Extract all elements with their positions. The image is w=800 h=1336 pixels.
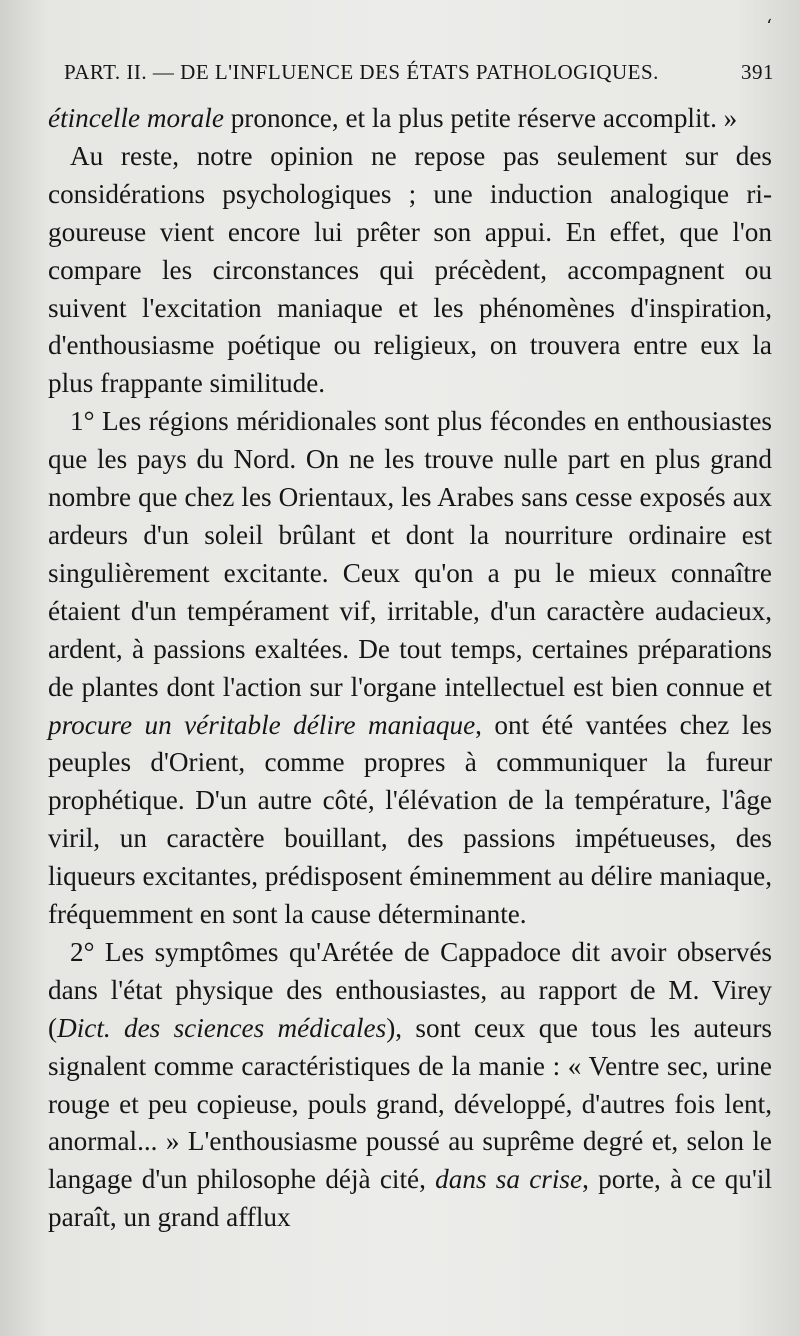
text-run: Au reste, notre opinion ne repose pas seulement sur des considérations psychologiques ; une induction analogique rigoureuse vient encore lui prêter son appui. En effet, que l'on compare les circonstances qui précèdent, accompagnent ou suivent l'excitation maniaque et les phénomènes d'inspiration, d'enthousiasme poétique ou religieux, on trouvera entre eux la plus frappante similitude. [48,140,772,399]
corner-mark: ʻ [766,16,772,37]
text-run: , porte, à ce qu'il paraît, un grand afflux [48,1164,772,1233]
text-run: étincelle morale [48,103,224,133]
text-run: dans sa crise [435,1164,583,1195]
text-run: 1° Les régions méridionales sont plus fécondes en enthousiastes que les pays du Nord. On ne les trouve nulle part en plus grand nombre que chez les Orientaux, les Arabes sans cesse exposés aux ardeurs d'un soleil brûlant et dont la nourriture ordinaire est singulièrement excitante. Ceux qu'on a pu le mieux connaître étaient d'un tempérament vif, irritable, d'un caractère audacieux, ardent, à passions exaltées. De tout temps, certaines préparations de plantes dont l'action sur l'organe intellectuel est bien connue et [48,406,772,702]
paragraph [48,138,772,403]
paragraph [48,100,772,138]
running-title: PART. II. — DE L'INFLUENCE DES ÉTATS PATHOLOGIQUES. [64,60,659,84]
text-run: prononce, et la plus petite réserve accomplit. » [223,103,738,133]
paragraph [48,934,772,1237]
body-text [48,100,772,1237]
text-run: Dict. des sciences médicales [57,1012,387,1043]
paragraph [48,403,772,934]
text-run: , ont été vantées chez les peuples d'Orient, comme propres à communiquer la fureur prophétique. D'un autre côté, l'élévation de la température, l'âge viril, un caractère bouillant, des passions impétueuses, des liqueurs excitantes, prédisposent éminemment au délire maniaque, fréquemment en sont la cause déterminante. [48,709,772,930]
running-header [64,60,774,85]
text-run: 2° Les symptômes qu'Arétée de Cappadoce dit avoir observés dans l'état physique des enthousiastes, au rapport de M. Virey ( [48,936,772,1043]
page-number: 391 [741,60,774,84]
text-run: procure un véritable délire maniaque [48,709,476,740]
text-run: ), sont ceux que tous les auteurs signalent comme caractéristiques de la manie : « Ventre sec, urine rouge et peu copieuse, pouls grand, développé, d'autres fois lent, anormal... » L'enthousiasme poussé au suprême degré et, selon le langage d'un philosophe déjà cité, [48,1012,772,1195]
